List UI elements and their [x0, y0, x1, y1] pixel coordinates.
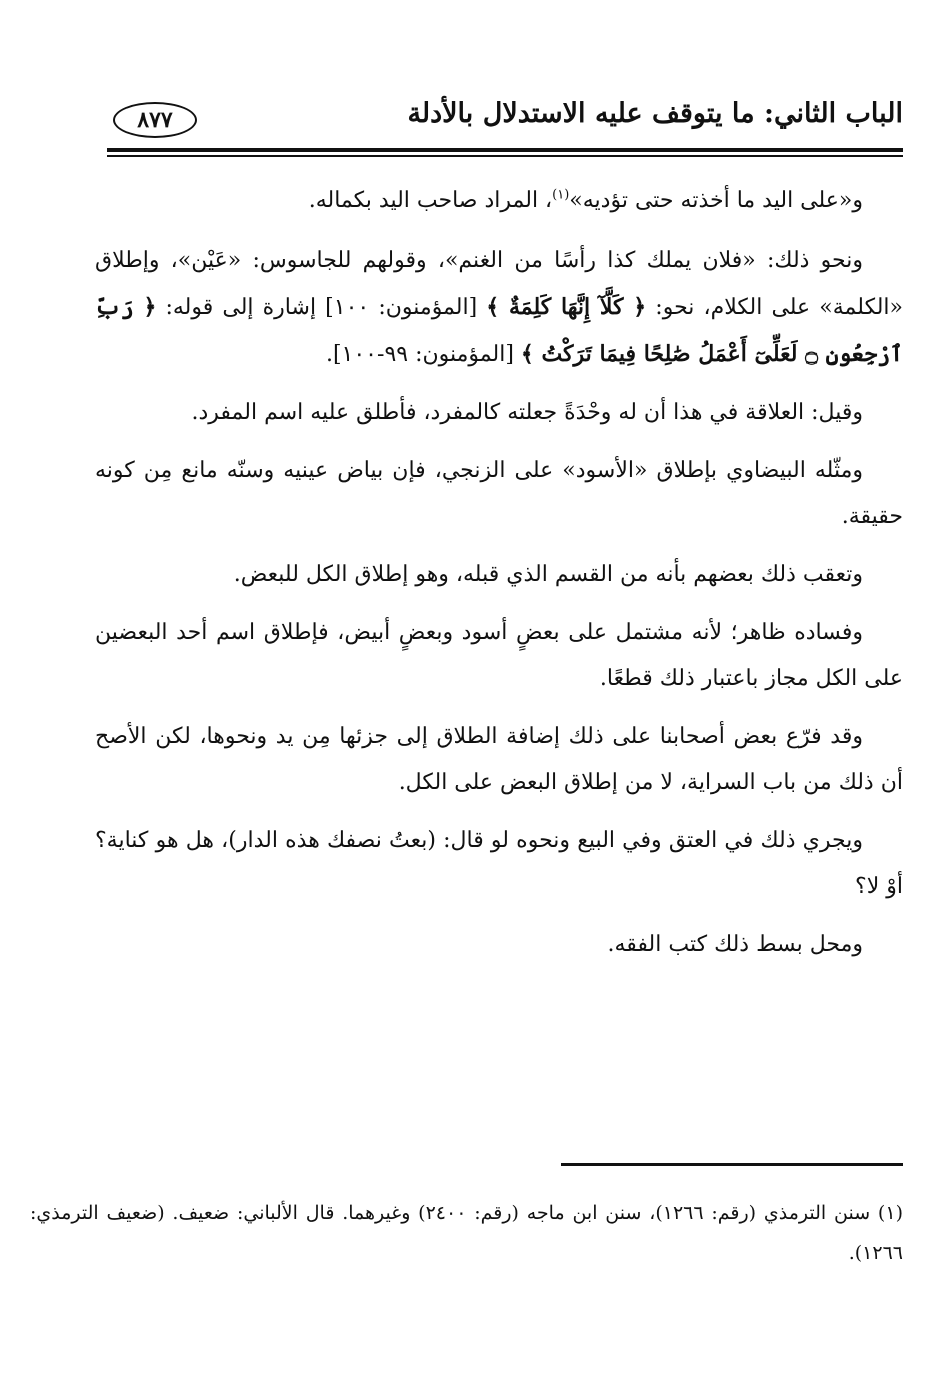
verse-citation: [المؤمنون: ٩٩-١٠٠]. — [325, 342, 521, 367]
paragraph: وتعقب ذلك بعضهم بأنه من القسم الذي قبله، وهو إطلاق الكل للبعض. — [233, 562, 863, 587]
paragraph: ومثّله البيضاوي بإطلاق «الأسود» على الزنجي، فإن بياض عينيه وسنّه مانع مِن كونه حقيقة. — [95, 458, 903, 529]
paragraph: وفساده ظاهر؛ لأنه مشتمل على بعضٍ أسود وبعضٍ أبيض، فإطلاق اسم أحد البعضين على الكل مجاز باعتبار ذلك قطعًا. — [95, 620, 903, 691]
header-rule-thin — [107, 155, 903, 157]
paragraph-text: ، المراد صاحب اليد بكماله. — [308, 188, 553, 213]
page-header — [105, 92, 903, 144]
paragraph — [95, 238, 903, 378]
chapter-title: الباب الثاني: ما يتوقف عليه الاستدلال بالأدلة — [407, 98, 903, 129]
page-number: ٨٧٧ — [113, 102, 197, 138]
paragraph: وقيل: العلاقة في هذا أن له وحْدَةً جعلته كالمفرد، فأطلق عليه اسم المفرد. — [191, 400, 863, 425]
quran-verse: ﴿ كَلَّآ إِنَّهَا كَلِمَةٌ ﴾ — [486, 294, 647, 320]
header-rule-thick — [107, 148, 903, 152]
paragraph — [95, 178, 903, 224]
quran-verse: ﴿ رَبِّ ٱرْجِعُونِ ۝ لَعَلِّىٓ أَعْمَلُ صَٰلِحًا فِيمَا تَرَكْتُ ﴾ — [95, 294, 903, 367]
paragraph-text: و«على اليد ما أخذته حتى تؤديه» — [569, 188, 863, 213]
footnote-separator — [561, 1163, 903, 1166]
verse-citation: [المؤمنون: ١٠٠] إشارة إلى قوله: — [156, 295, 487, 320]
footnote-reference[interactable]: (١) — [552, 187, 570, 203]
footnote: (١) سنن الترمذي (رقم: ١٢٦٦)، سنن ابن ماجه (رقم: ٢٤٠٠) وغيرهما. قال الألباني: ضعيف. (ضعيف الترمذي: ١٢٦٦). — [30, 1202, 903, 1264]
paragraph: ومحل بسط ذلك كتب الفقه. — [607, 932, 863, 957]
paragraph: وقد فرّع بعض أصحابنا على ذلك إضافة الطلاق إلى جزئها مِن يد ونحوها، لكن الأصح أن ذلك من باب السراية، لا من إطلاق البعض على الكل. — [95, 724, 903, 795]
paragraph-text: ونحو ذلك: «فلان يملك كذا رأسًا من الغنم»، وقولهم للجاسوس: «عَيْن»، وإطلاق «الكلمة» على الكلام، نحو: — [95, 248, 903, 320]
footnotes — [30, 1193, 903, 1273]
main-text — [95, 178, 903, 980]
paragraph: ويجري ذلك في العتق وفي البيع ونحوه لو قال: (بعتُ نصفك هذه الدار)، هل هو كناية؟ أوْ لا؟ — [95, 828, 903, 899]
